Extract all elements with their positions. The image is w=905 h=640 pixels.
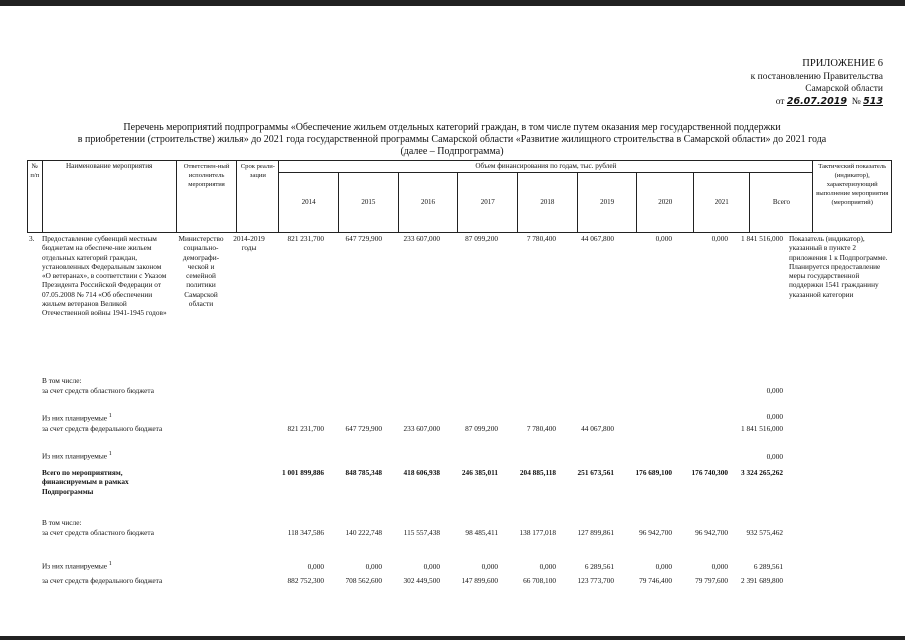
planned-total: 0,000 bbox=[766, 412, 783, 421]
handwritten-number: 513 bbox=[863, 95, 883, 107]
label-regional-budget: за счет средств областного бюджета bbox=[42, 528, 154, 537]
planned-value: 0,000 bbox=[539, 562, 556, 571]
row-value: 821 231,700 bbox=[287, 234, 324, 243]
planned-value: 0,000 bbox=[655, 562, 672, 571]
number-prefix: № bbox=[851, 96, 861, 107]
date-prefix: от bbox=[775, 96, 785, 107]
label-planned: Из них планируемые $^1$ bbox=[42, 561, 112, 571]
row-value: 44 067,800 bbox=[581, 234, 614, 243]
planned-total: 0,000 bbox=[766, 452, 783, 461]
label-including: В том числе: bbox=[42, 518, 82, 527]
federal-value: 123 773,700 bbox=[577, 576, 614, 585]
table-body bbox=[27, 234, 892, 634]
row-value: 87 099,200 bbox=[465, 234, 498, 243]
regional-value: 96 942,700 bbox=[695, 528, 728, 537]
regional-value: 115 557,438 bbox=[403, 528, 440, 537]
regional-value: 96 942,700 bbox=[639, 528, 672, 537]
document-title bbox=[8, 122, 896, 158]
appendix-date-line bbox=[713, 96, 883, 109]
label-planned: Из них планируемые $^1$ bbox=[42, 451, 112, 461]
row-value-total: 1 841 516,000 bbox=[741, 234, 783, 243]
header-indicator: Тактический показатель (индикатор), характеризующий выполнение мероприятия (мероприятий) bbox=[813, 161, 892, 233]
label-including: В том числе: bbox=[42, 376, 82, 385]
row-term: 2014-2019 годы bbox=[233, 234, 265, 253]
row-value: 7 780,400 bbox=[526, 234, 556, 243]
planned-value: 0,000 bbox=[711, 562, 728, 571]
regional-value: 138 177,018 bbox=[519, 528, 556, 537]
handwritten-date: 26.07.2019 bbox=[786, 95, 847, 107]
scan-top-border bbox=[0, 0, 905, 6]
planned-total: 6 289,561 bbox=[753, 562, 783, 571]
header-year: 2016 bbox=[398, 173, 458, 233]
header-name: Наименование мероприятия bbox=[42, 161, 176, 233]
row-value: 0,000 bbox=[711, 234, 728, 243]
federal-total: 2 391 689,800 bbox=[741, 576, 783, 585]
label-planned: Из них планируемые $^1$ bbox=[42, 413, 112, 423]
appendix-line3: Самарской области bbox=[805, 84, 883, 94]
total-value: 251 673,561 bbox=[577, 468, 614, 477]
scan-bottom-border bbox=[0, 636, 905, 640]
planned-value: 0,000 bbox=[481, 562, 498, 571]
federal-value: 233 607,000 bbox=[403, 424, 440, 433]
planned-value: 0,000 bbox=[307, 562, 324, 571]
federal-value: 7 780,400 bbox=[526, 424, 556, 433]
row-value: 647 729,900 bbox=[345, 234, 382, 243]
appendix-header bbox=[713, 58, 883, 108]
title-line3: (далее – Подпрограмма) bbox=[400, 146, 504, 157]
total-value: 848 785,348 bbox=[345, 468, 382, 477]
label-federal-budget: за счет средств федерального бюджета bbox=[42, 576, 163, 585]
federal-value: 44 067,800 bbox=[581, 424, 614, 433]
federal-value: 66 708,100 bbox=[523, 576, 556, 585]
total-value-grand: 3 324 265,262 bbox=[741, 468, 783, 477]
regional-total: 0,000 bbox=[766, 386, 783, 395]
total-value: 204 885,118 bbox=[519, 468, 556, 477]
federal-value: 302 449,500 bbox=[403, 576, 440, 585]
row-executor: Министерство социально-демографи-ческой и семейной политики Самарской области bbox=[178, 234, 224, 309]
table-header bbox=[27, 160, 892, 233]
federal-value: 87 099,200 bbox=[465, 424, 498, 433]
title-line2: в приобретении (строительстве) жилья» до 2021 года государственной программы Самарской области «Развитие жилищного строительства в Самарской области» до 2021 года bbox=[77, 134, 827, 145]
total-value: 418 606,938 bbox=[403, 468, 440, 477]
planned-value: 6 289,561 bbox=[584, 562, 614, 571]
header-term: Срок реали-зации bbox=[237, 161, 279, 233]
title-line1: Перечень мероприятий подпрограммы «Обеспечение жильем отдельных категорий граждан, в том числе путем оказания мер государственной поддержки bbox=[123, 122, 781, 133]
regional-value: 98 485,411 bbox=[465, 528, 498, 537]
planned-value: 0,000 bbox=[365, 562, 382, 571]
header-year: 2018 bbox=[518, 173, 578, 233]
header-year-total: Всего bbox=[750, 173, 813, 233]
federal-value: 821 231,700 bbox=[287, 424, 324, 433]
header-year: 2020 bbox=[637, 173, 694, 233]
header-year: 2014 bbox=[279, 173, 339, 233]
header-year: 2015 bbox=[338, 173, 398, 233]
federal-value: 882 752,300 bbox=[287, 576, 324, 585]
regional-value: 118 347,586 bbox=[287, 528, 324, 537]
appendix-line2: к постановлению Правительства bbox=[750, 71, 883, 82]
total-value: 176 740,300 bbox=[691, 468, 728, 477]
header-year: 2021 bbox=[693, 173, 750, 233]
regional-value: 127 899,861 bbox=[577, 528, 614, 537]
regional-value: 140 222,748 bbox=[345, 528, 382, 537]
row-value: 233 607,000 bbox=[403, 234, 440, 243]
row-value: 0,000 bbox=[655, 234, 672, 243]
regional-total: 932 575,462 bbox=[746, 528, 783, 537]
header-year: 2017 bbox=[458, 173, 518, 233]
header-year: 2019 bbox=[577, 173, 637, 233]
federal-value: 708 562,600 bbox=[345, 576, 382, 585]
label-regional-budget: за счет средств областного бюджета bbox=[42, 386, 154, 395]
federal-value: 79 797,600 bbox=[695, 576, 728, 585]
row-name: Предоставление субвенций местным бюджетам на обеспече-ние жильем отдельных категорий граждан, установленных Федеральным законом «О ветеранах», в соответствии с Указом Президента Российской Федерации от 07.05.2008 № 714 «Об обеспечении жильем ветеранов Великой Отечественной войны 1941-1945 годов» bbox=[42, 234, 167, 318]
header-executor: Ответствен-ный исполнитель мероприятия bbox=[176, 161, 237, 233]
federal-value: 147 899,600 bbox=[461, 576, 498, 585]
header-funding: Объем финансирования по годам, тыс. рублей bbox=[279, 161, 813, 173]
total-value: 176 689,100 bbox=[635, 468, 672, 477]
federal-value: 79 746,400 bbox=[639, 576, 672, 585]
appendix-title: ПРИЛОЖЕНИЕ 6 bbox=[802, 58, 883, 69]
row-number: 3. bbox=[29, 234, 35, 243]
total-value: 1 001 899,886 bbox=[282, 468, 324, 477]
federal-total: 1 841 516,000 bbox=[741, 424, 783, 433]
planned-value: 0,000 bbox=[423, 562, 440, 571]
federal-value: 647 729,900 bbox=[345, 424, 382, 433]
label-grand-total: Всего по мероприятиям, финансируемым в рамках Подпрограммы bbox=[42, 468, 129, 496]
header-no: № п/п bbox=[28, 161, 43, 233]
row-indicator: Показатель (индикатор), указанный в пункте 2 приложения 1 к Подпрограмме. Планируется предоставление меры государственной поддержки 1541 гражданину указанной категории bbox=[789, 234, 888, 299]
total-value: 246 385,011 bbox=[461, 468, 498, 477]
label-federal-budget: за счет средств федерального бюджета bbox=[42, 424, 163, 433]
